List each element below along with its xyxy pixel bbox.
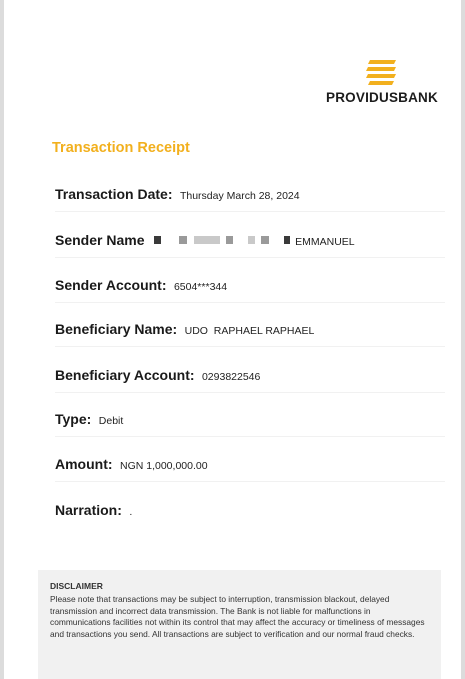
transaction-date-row <box>55 186 445 212</box>
sender-name-value: EMMANUEL <box>295 236 355 248</box>
sender-account-value: 6504***344 <box>173 281 228 293</box>
type-label: Type: <box>55 411 92 427</box>
amount-row <box>55 456 445 482</box>
disclaimer-title: DISCLAIMER <box>50 581 103 591</box>
sender-account-label: Sender Account: <box>55 277 167 293</box>
sender-name-label: Sender Name <box>55 232 145 248</box>
transaction-date-label: Transaction Date: <box>55 186 173 202</box>
beneficiary-name-value: UDO RAPHAEL RAPHAEL <box>184 325 315 337</box>
redaction-mask <box>248 236 255 244</box>
redaction-mask <box>261 236 269 244</box>
bank-logo <box>322 60 442 105</box>
narration-row <box>55 502 445 527</box>
providus-logo-icon <box>366 60 398 86</box>
transaction-date-value: Thursday March 28, 2024 <box>179 190 300 202</box>
beneficiary-account-label: Beneficiary Account: <box>55 367 195 383</box>
beneficiary-account-row <box>55 367 445 393</box>
disclaimer-text: Please note that transactions may be subject to interruption, transmission blackout, delayed transmission and incorrect data transmission. The Bank is not liable for malfunctions in communications facilities not within its control that may affect the accuracy or timeliness of messages and transactions you send. All transactions are subject to verification and our normal fraud checks. <box>50 594 425 639</box>
redaction-mask <box>179 236 187 244</box>
redaction-mask <box>226 236 233 244</box>
sender-name-row <box>55 232 445 258</box>
receipt-page <box>4 0 461 679</box>
redaction-mask <box>284 236 290 244</box>
beneficiary-name-label: Beneficiary Name: <box>55 321 178 337</box>
sender-account-row <box>55 277 445 303</box>
bank-name: PROVIDUSBANK <box>326 90 438 105</box>
receipt-title: Transaction Receipt <box>52 140 190 156</box>
narration-label: Narration: <box>55 502 122 518</box>
amount-value: NGN 1,000,000.00 <box>120 460 208 472</box>
type-row <box>55 411 445 437</box>
disclaimer-box <box>38 570 441 679</box>
amount-label: Amount: <box>55 456 113 472</box>
beneficiary-account-value: 0293822546 <box>201 371 261 383</box>
redaction-mask <box>154 236 161 244</box>
type-value: Debit <box>98 415 124 427</box>
narration-value: . <box>129 506 133 518</box>
redaction-mask <box>194 236 220 244</box>
beneficiary-name-row <box>55 321 445 347</box>
